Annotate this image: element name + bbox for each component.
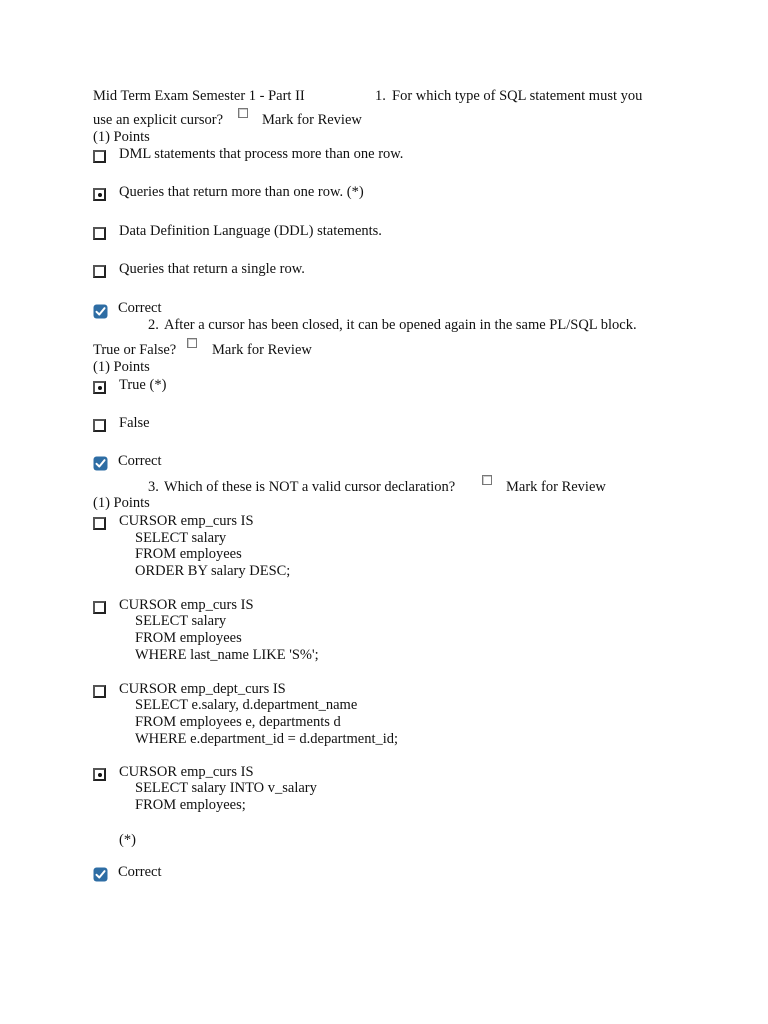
- q3-option-4-radio[interactable]: [93, 768, 106, 781]
- question-3-number: 3.: [148, 479, 159, 495]
- q3-option-4-line-3: FROM employees;: [135, 797, 246, 813]
- question-1-text: For which type of SQL statement must you: [392, 88, 643, 104]
- q2-option-1-text: True (*): [119, 377, 167, 393]
- q3-option-1-line-3: FROM employees: [135, 546, 242, 562]
- exam-title: Mid Term Exam Semester 1 - Part II: [93, 88, 305, 104]
- q3-option-4-line-1: CURSOR emp_curs IS: [119, 764, 254, 780]
- checkmark-icon: [93, 304, 108, 319]
- q3-option-2-radio[interactable]: [93, 601, 106, 614]
- q3-option-3-radio[interactable]: [93, 685, 106, 698]
- q1-option-2-radio[interactable]: [93, 188, 106, 201]
- question-3-text: Which of these is NOT a valid cursor declaration?: [164, 479, 456, 495]
- q1-result: Correct: [118, 300, 162, 316]
- q2-option-2-radio[interactable]: [93, 419, 106, 432]
- q3-option-2-line-3: FROM employees: [135, 630, 242, 646]
- question-2-text: After a cursor has been closed, it can be opened again in the same PL/SQL block.: [164, 317, 637, 333]
- q3-option-4-line-2: SELECT salary INTO v_salary: [135, 780, 317, 796]
- checkmark-icon: [93, 867, 108, 882]
- question-2-number: 2.: [148, 317, 159, 333]
- q3-option-2-line-4: WHERE last_name LIKE 'S%';: [135, 647, 319, 663]
- q3-option-1-radio[interactable]: [93, 517, 106, 530]
- q3-option-2-line-2: SELECT salary: [135, 613, 227, 629]
- q3-option-1-line-2: SELECT salary: [135, 530, 227, 546]
- q1-option-3-radio[interactable]: [93, 227, 106, 240]
- q3-answer-marker: (*): [119, 832, 136, 848]
- q3-option-1-line-4: ORDER BY salary DESC;: [135, 563, 291, 579]
- q1-option-4-radio[interactable]: [93, 265, 106, 278]
- question-1-points: (1) Points: [93, 129, 150, 145]
- q3-option-1-line-1: CURSOR emp_curs IS: [119, 513, 254, 529]
- question-2-points: (1) Points: [93, 359, 150, 375]
- question-3-points: (1) Points: [93, 495, 150, 511]
- mark-review-checkbox-q1[interactable]: [238, 108, 248, 118]
- q1-option-4-text: Queries that return a single row.: [119, 261, 305, 277]
- question-2-text-cont: True or False?: [93, 342, 177, 358]
- radio-selected-dot: [98, 386, 102, 390]
- q3-option-3-line-4: WHERE e.department_id = d.department_id;: [135, 731, 399, 747]
- mark-review-checkbox-q3[interactable]: [482, 475, 492, 485]
- mark-review-checkbox-q2[interactable]: [187, 338, 197, 348]
- q1-option-1-radio[interactable]: [93, 150, 106, 163]
- q2-result: Correct: [118, 453, 162, 469]
- question-1-text-cont: use an explicit cursor?: [93, 112, 224, 128]
- mark-for-review-label-q3: Mark for Review: [506, 479, 606, 495]
- checkmark-icon: [93, 456, 108, 471]
- q3-option-2-line-1: CURSOR emp_curs IS: [119, 597, 254, 613]
- q3-option-3-line-3: FROM employees e, departments d: [135, 714, 341, 730]
- mark-for-review-label-q1: Mark for Review: [262, 112, 362, 128]
- q3-option-3-line-1: CURSOR emp_dept_curs IS: [119, 681, 286, 697]
- q2-option-2-text: False: [119, 415, 150, 431]
- q2-option-1-radio[interactable]: [93, 381, 106, 394]
- question-1-number: 1.: [375, 88, 386, 104]
- q3-option-3-line-2: SELECT e.salary, d.department_name: [135, 697, 358, 713]
- q1-option-2-text: Queries that return more than one row. (*): [119, 184, 364, 200]
- q1-option-1-text: DML statements that process more than one row.: [119, 146, 404, 162]
- mark-for-review-label-q2: Mark for Review: [212, 342, 312, 358]
- q3-result: Correct: [118, 864, 162, 880]
- radio-selected-dot: [98, 773, 102, 777]
- radio-selected-dot: [98, 193, 102, 197]
- q1-option-3-text: Data Definition Language (DDL) statements.: [119, 223, 382, 239]
